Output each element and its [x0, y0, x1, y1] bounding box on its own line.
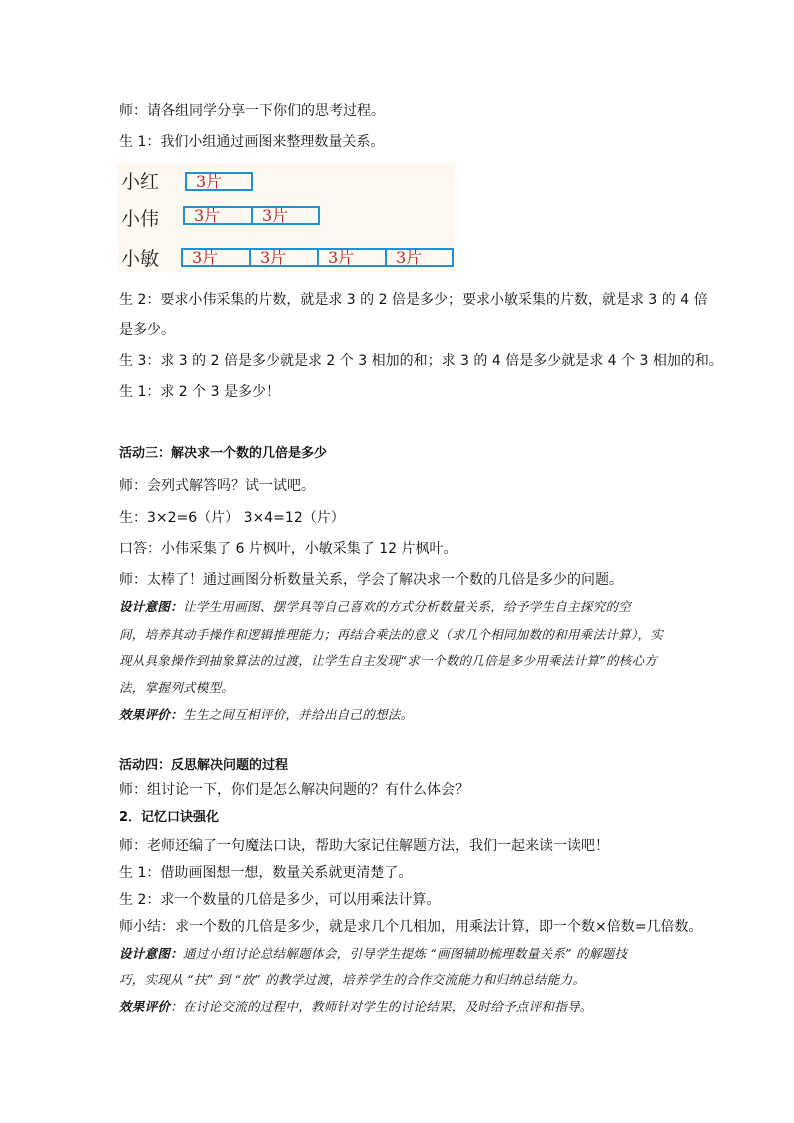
effect-evaluation-2: 效果评价：在讨论交流的过程中，教师针对学生的讨论结果，及时给予点评和指导。: [119, 999, 593, 1014]
activity-4-heading: 活动四：反思解决问题的过程: [119, 758, 289, 773]
student-equation-line: 生：3×2=6（片） 3×4=12（片）: [119, 510, 345, 526]
design-intent-label: 设计意图：: [119, 599, 184, 614]
activity-3-heading: 活动三：解决求一个数的几倍是多少: [119, 446, 328, 461]
oral-answer-line: 口答：小伟采集了 6 片枫叶，小敏采集了 12 片枫叶。: [119, 541, 458, 557]
teacher-line-3: 师：太棒了！通过画图分析数量关系，学会了解决求一个数的几倍是多少的问题。: [119, 572, 623, 588]
teacher-line-1: 师：请各组同学分享一下你们的思考过程。: [119, 103, 385, 119]
student-line-5: 生 1：借助画图想一想，数量关系就更清楚了。: [119, 865, 413, 881]
student-line-1: 生 1：我们小组通过画图来整理数量关系。: [119, 134, 385, 150]
student-line-3: 生 3：求 3 的 2 倍是多少就是求 2 个 3 相加的和；求 3 的 4 倍是多少就是求 4 个 3 相加的和。: [119, 353, 723, 369]
effect-evaluation-1: 效果评价：生生之间互相评价，并给出自己的想法。: [119, 707, 414, 722]
segment-box: 3片: [185, 172, 253, 191]
design-intent-label: 设计意图：: [119, 946, 184, 961]
name-xiaowei: 小伟: [121, 208, 160, 230]
name-xiaohong: 小红: [121, 171, 160, 193]
design-intent-2: 设计意图：通过小组讨论总结解题体会，引导学生提炼 “画图辅助梳理数量关系” 的解题技: [119, 946, 628, 961]
teacher-line-2: 师：会列式解答吗？试一试吧。: [119, 478, 315, 494]
design-intent-1-line-2: 间，培养其动手操作和逻辑推理能力；再结合乘法的意义（求几个相同加数的和用乘法计算），实: [119, 627, 664, 642]
effect-evaluation-label: 效果评价: [119, 999, 171, 1014]
segment-box: 3片: [317, 248, 387, 267]
student-line-2-cont: 是多少。: [119, 322, 175, 338]
teacher-line-5: 师：老师还编了一句魔法口诀，帮助大家记住解题方法，我们一起来读一读吧！: [119, 838, 609, 854]
quantity-diagram: [117, 163, 455, 272]
segment-box: 3片: [181, 248, 251, 267]
design-intent-1-line-4: 法，掌握列式模型。: [119, 680, 235, 695]
design-intent-1-line-3: 现从具象操作到抽象算法的过渡，让学生自主发现“求一个数的几倍是多少用乘法计算”的核心方: [119, 653, 658, 668]
design-intent-1: 设计意图：让学生用画图、摆学具等自己喜欢的方式分析数量关系，给予学生自主探究的空: [119, 599, 632, 614]
segment-box: 3片: [249, 248, 319, 267]
segment-box: 3片: [385, 248, 454, 267]
effect-evaluation-label: 效果评价：: [119, 707, 184, 722]
segment-box: 3片: [183, 206, 253, 225]
segment-box: 3片: [251, 206, 320, 225]
section-2-heading: 2．记忆口诀强化: [119, 810, 220, 825]
design-intent-2-line-2: 巧，实现从 “扶” 到 “放” 的教学过渡，培养学生的合作交流能力和归纳总结能力。: [119, 972, 586, 987]
teacher-line-4: 师：组讨论一下，你们是怎么解决问题的？有什么体会？: [119, 782, 469, 798]
student-line-2: 生 2：要求小伟采集的片数，就是求 3 的 2 倍是多少；要求小敏采集的片数，就是求 3 的 4 倍: [119, 292, 708, 308]
student-line-4: 生 1：求 2 个 3 是多少！: [119, 384, 280, 400]
name-xiaomin: 小敏: [121, 248, 160, 270]
teacher-summary: 师小结：求一个数的几倍是多少，就是求几个几相加，用乘法计算，即一个数×倍数=几倍数。: [119, 919, 703, 935]
student-line-6: 生 2：求一个数量的几倍是多少，可以用乘法计算。: [119, 892, 441, 908]
